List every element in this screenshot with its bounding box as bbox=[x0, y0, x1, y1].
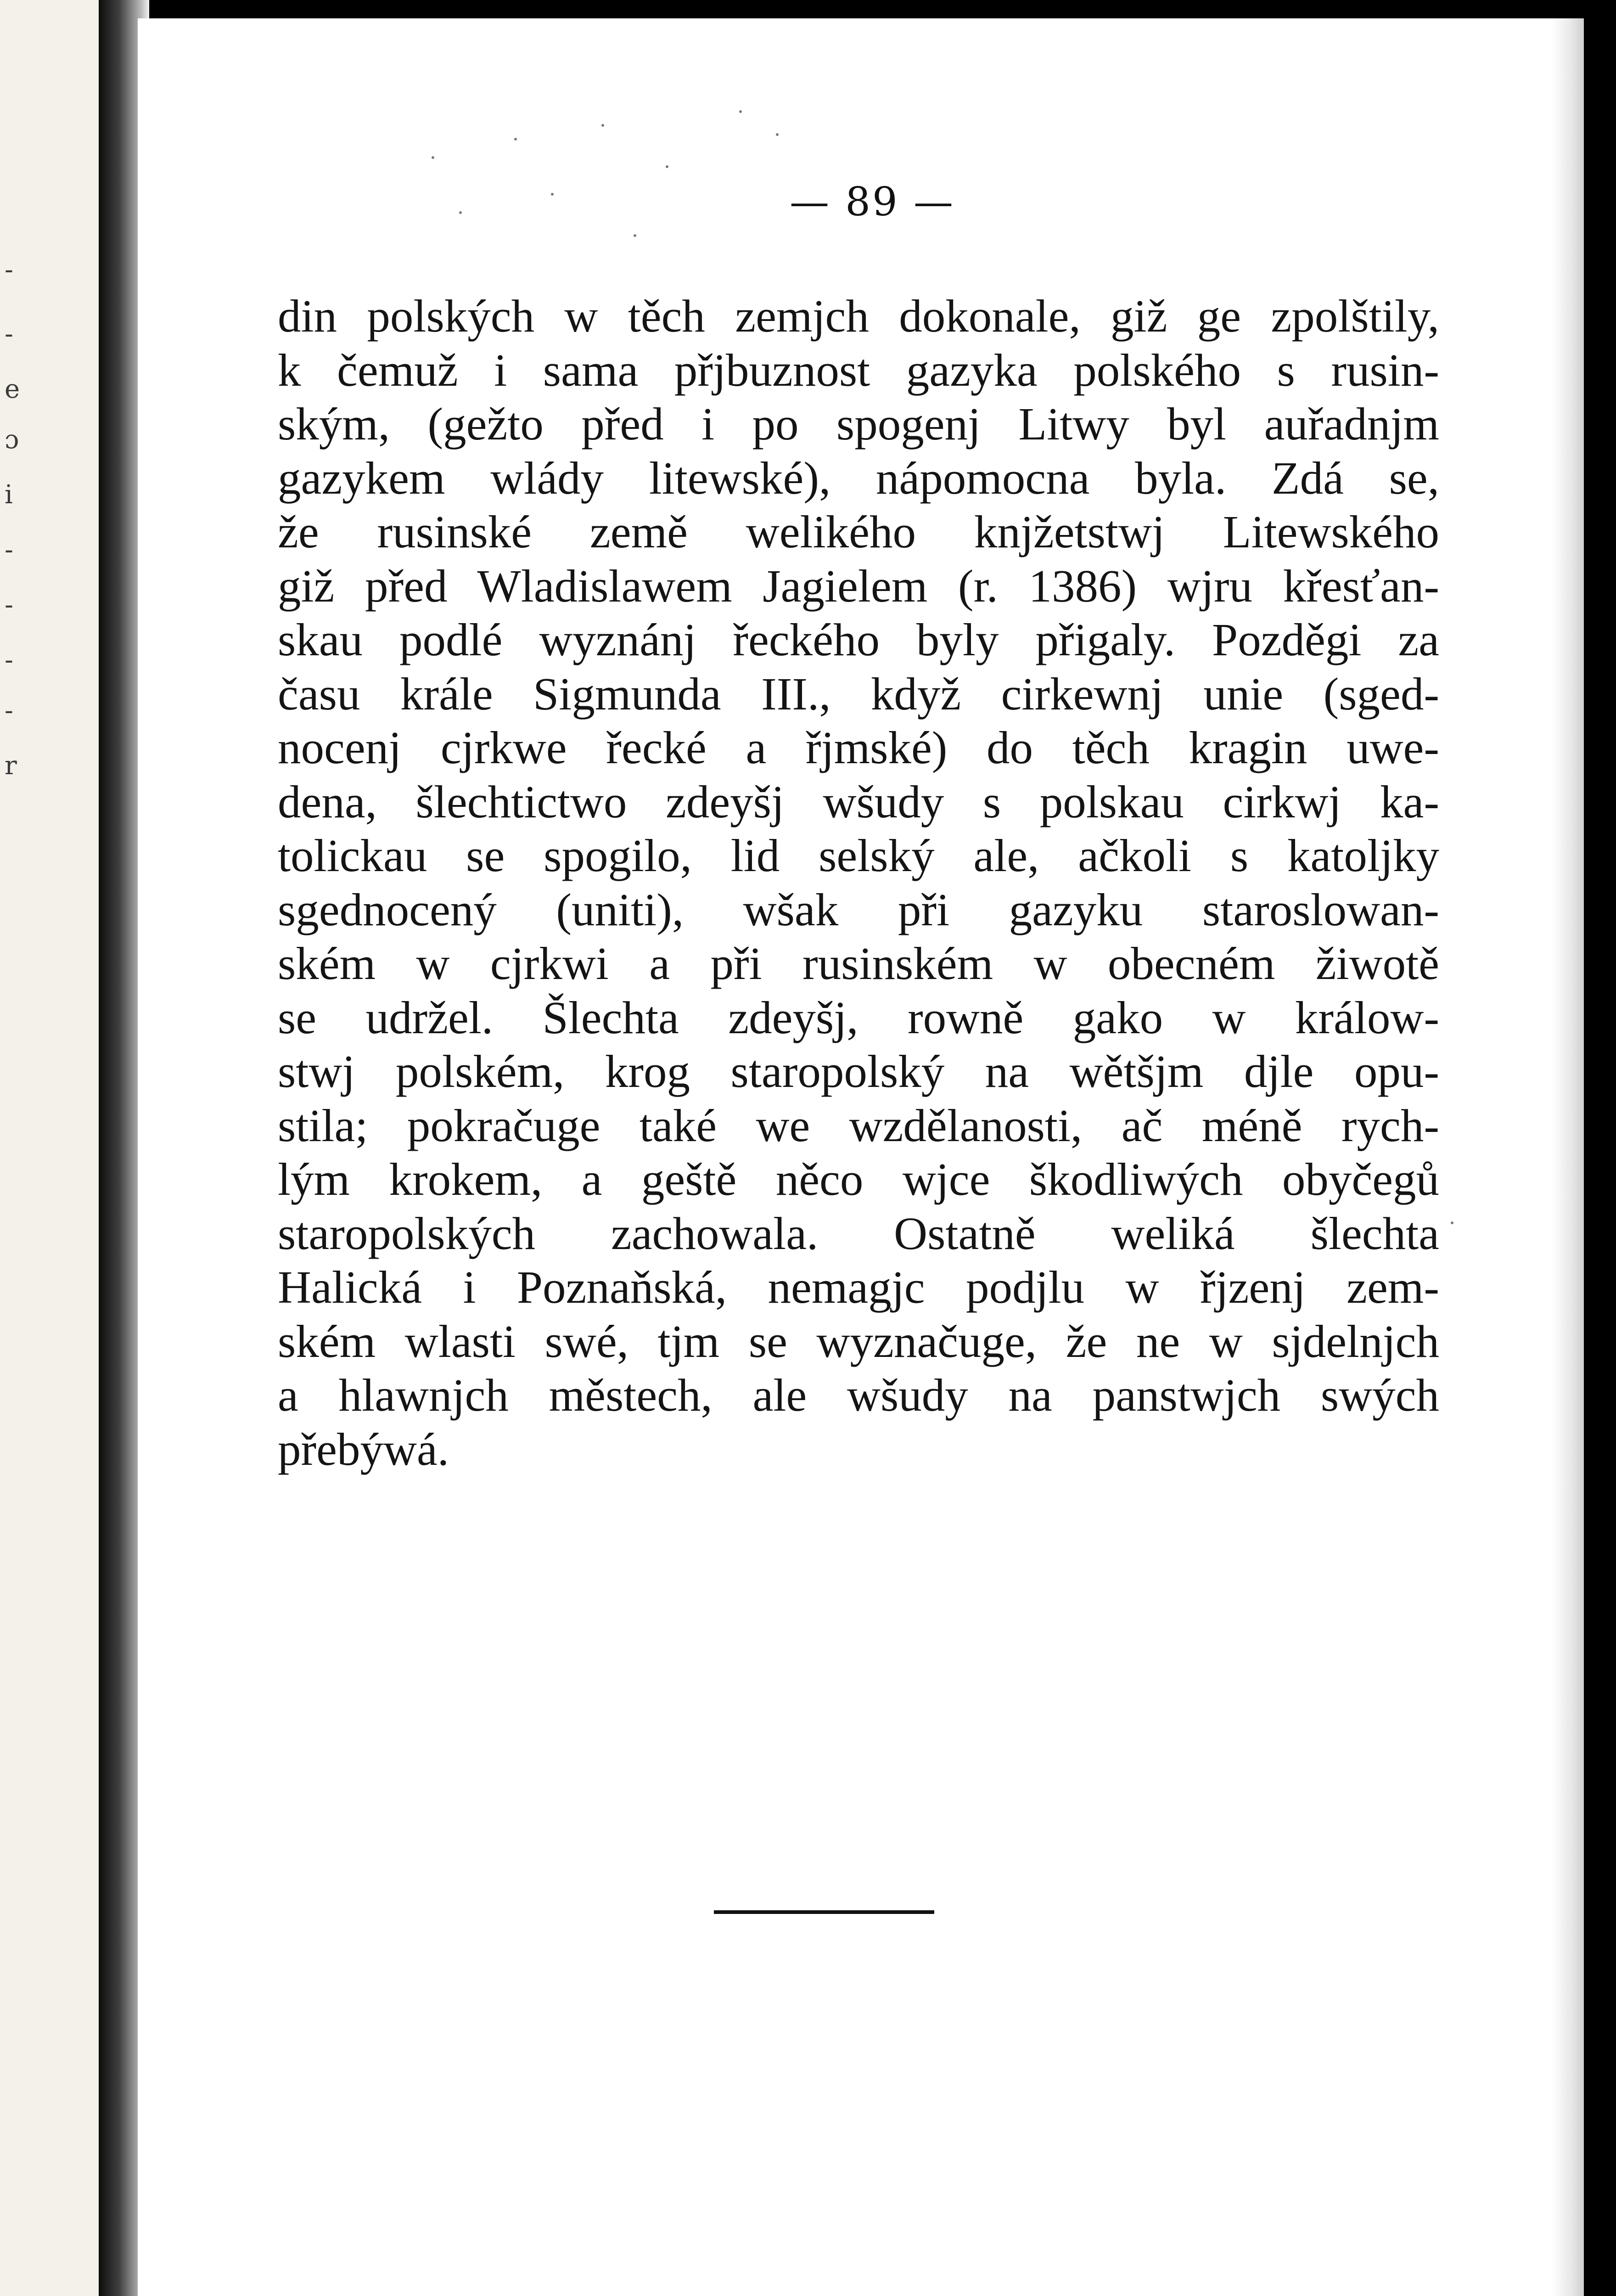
text-line: din polských w těch zemjch dokonale, giž ge zpolštily, bbox=[278, 290, 1439, 342]
text-line: ským, (gežto před i po spogenj Litwy byl auřadnjm bbox=[278, 398, 1439, 450]
text-line: času krále Sigmunda III., když cirkewnj unie (sged- bbox=[278, 668, 1439, 720]
paper-speck bbox=[459, 211, 462, 214]
left-page-edge bbox=[0, 0, 100, 2296]
left-page-mark: e bbox=[5, 374, 20, 404]
paper-speck bbox=[601, 124, 604, 127]
text-line: přebýwá. bbox=[278, 1423, 449, 1475]
paper-speck bbox=[514, 138, 517, 141]
left-page-mark: r bbox=[5, 751, 17, 781]
left-page-mark: - bbox=[5, 590, 13, 620]
text-line: se udržel. Šlechta zdeyšj, rowně gako w králow- bbox=[278, 991, 1439, 1043]
paper-speck bbox=[1451, 1221, 1453, 1224]
text-line: k čemuž i sama přjbuznost gazyka polského s rusin- bbox=[278, 344, 1439, 396]
left-page-mark: - bbox=[5, 319, 13, 349]
text-line: Halická i Poznaňská, nemagjc podjlu w řjzenj zem- bbox=[278, 1261, 1439, 1313]
left-page-mark: - bbox=[5, 535, 13, 565]
text-line: dena, šlechtictwo zdeyšj wšudy s polskau cirkwj ka- bbox=[278, 776, 1439, 827]
text-line: lým krokem, a geště něco wjce škodliwých obyčegů bbox=[278, 1154, 1439, 1205]
body-text bbox=[278, 289, 1439, 1476]
text-line: skau podlé wyznánj řeckého byly přigaly. Pozděgi za bbox=[278, 614, 1439, 665]
text-line: tolickau se spogilo, lid selský ale, ačkoli s katoljky bbox=[278, 830, 1439, 881]
paper-speck bbox=[739, 110, 742, 113]
text-line: stwj polském, krog staropolský na wětšjm djle opu- bbox=[278, 1046, 1439, 1097]
text-line: nocenj cjrkwe řecké a řjmské) do těch kragin uwe- bbox=[278, 722, 1439, 773]
paper-speck bbox=[776, 133, 779, 136]
text-line: sgednocený (uniti), wšak při gazyku staroslowan- bbox=[278, 884, 1439, 935]
paper-speck bbox=[551, 193, 554, 196]
left-page-mark: - bbox=[5, 255, 13, 285]
text-line: ském w cjrkwi a při rusinském w obecném žiwotě bbox=[278, 938, 1439, 989]
text-line: a hlawnjch městech, ale wšudy na panstwjch swých bbox=[278, 1369, 1439, 1421]
text-line: že rusinské země welikého knjžetstwj Litewského bbox=[278, 506, 1439, 557]
text-line: gazykem wlády litewské), nápomocna byla. Zdá se, bbox=[278, 452, 1439, 504]
left-page-mark: - bbox=[5, 645, 13, 675]
page-number: — 89 — bbox=[789, 179, 955, 225]
page-edge-shadow bbox=[1552, 18, 1584, 2296]
left-page-mark: ɔ bbox=[5, 425, 19, 455]
page bbox=[138, 18, 1584, 2296]
text-line: giž před Wladislawem Jagielem (r. 1386) wjru křesťan- bbox=[278, 560, 1439, 612]
paper-speck bbox=[666, 165, 668, 168]
text-line: staropolských zachowala. Ostatně weliká šlechta bbox=[278, 1207, 1439, 1259]
left-page-mark: - bbox=[5, 696, 13, 726]
end-rule bbox=[714, 1910, 934, 1914]
left-page-mark: i bbox=[5, 480, 13, 510]
text-line: stila; pokračuge také we wzdělanosti, ač méně rych- bbox=[278, 1099, 1439, 1151]
paper-speck bbox=[432, 156, 434, 159]
text-line: ském wlasti swé, tjm se wyznačuge, že ne w sjdelnjch bbox=[278, 1315, 1439, 1367]
paper-speck bbox=[634, 234, 636, 237]
